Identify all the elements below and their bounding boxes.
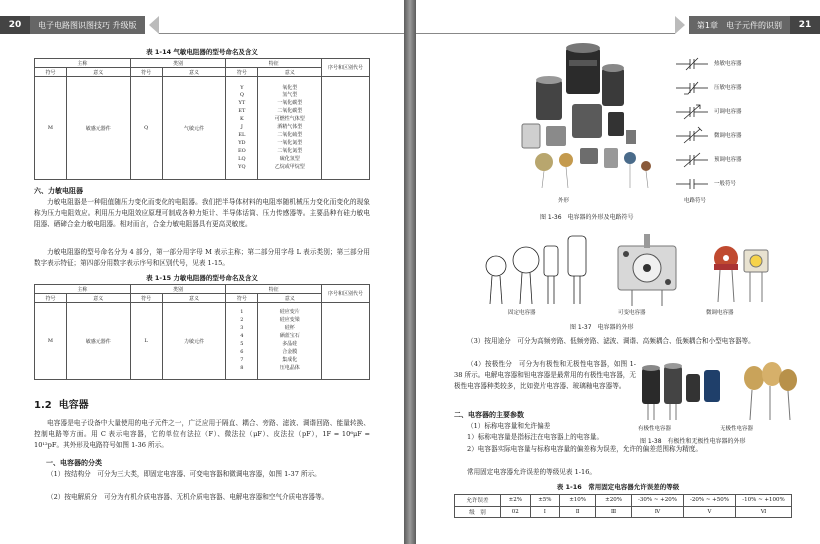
t16-r1-c2: ±5% — [530, 495, 560, 507]
table14 — [34, 58, 370, 180]
table14-caption: 表 1-14 气敏电阻器的型号命名及含义 — [146, 48, 258, 56]
t14-sh-1: 符号 — [35, 68, 67, 77]
t14-feature-meanings: 氧化型 氢气型 一氧化碳型 二氧化碳型 可燃性气体型 酒精气体型 二氧化硫型 一氧化氮型 二氧化氮型 硫化氢型 乙烷或甲烷型 — [258, 77, 322, 180]
right-page-number: 21 — [790, 16, 820, 34]
t14-class-meaning: 气敏元件 — [162, 77, 226, 180]
t14-main-symbol: M — [35, 77, 67, 180]
right-running-title: 第1章 电子元件的识别 — [689, 16, 790, 34]
t16-r1-c1: ±2% — [501, 495, 531, 507]
t14-sh-5: 符号 — [226, 68, 258, 77]
variable-capacitor-label: 可变电容器 — [618, 310, 646, 316]
variable-capacitor-photo — [612, 232, 682, 308]
polarity-paragraph: （4）按极性分 可分为有极性和无极性电容器，如图 1-38 所示。电解电容器和钽电容器是最常用的有极性电容器，无极性电容器种类较多，比如瓷片电容器、玻璃釉电容器等。 — [454, 360, 636, 390]
t14-sh-3: 符号 — [130, 68, 162, 77]
t14-h-main: 主称 — [35, 59, 131, 68]
capacitor-intro-paragraph: 电容器是电子设备中大量使用的电子元件之一，广泛应用于隔直、耦合、旁路、滤波、调谐回路、能量转换、控制电路等方面。用 C 表示电容器，它的单位有法拉（F）、微法拉（μF）、皮法拉（pF），1F = 10⁶μF = 10¹²pF。其外形及电路符号如图 1-36 所示。 — [34, 419, 370, 449]
deviation-paragraph: 2）电容器实际电容量与标称电容量的偏差称为误差，允许的偏差范围称为精度。 — [467, 445, 702, 453]
usage-paragraph: （3）按用途分 可分为高频旁路、低频旁路、滤波、调谐、高频耦合、低频耦合和小型电容器等。 — [467, 337, 755, 345]
classification-subheading: 一、电容器的分类 — [46, 459, 102, 467]
nonpolarized-capacitor-photo — [740, 360, 800, 422]
t16-r1-c6: -20% ~ +50% — [684, 495, 736, 507]
t15-sh-1: 符号 — [35, 294, 67, 303]
t15-sh-6: 意义 — [258, 294, 322, 303]
parameters-subheading: 二、电容器的主要参数 — [454, 411, 524, 419]
t15-sh-4: 意义 — [162, 294, 226, 303]
t15-sh-2: 意义 — [66, 294, 130, 303]
t16-r1-c7: -10% ~ +100% — [736, 495, 792, 507]
nonpolarized-capacitor-label: 无极性电容器 — [720, 426, 754, 432]
t16-r1-c5: -30% ~ +20% — [632, 495, 684, 507]
symbol-label-preset: 预调电容器 — [714, 157, 742, 163]
classification-structure-paragraph: （1）按结构分 可分为三大类，即固定电容器、可变电容器和微调电容器，如图 1-37 所示。 — [47, 470, 321, 478]
table16-caption: 表 1-16 常用固定电容器允许误差的等级 — [556, 483, 680, 491]
t16-r2-c4: Ⅲ — [596, 506, 632, 518]
tolerance-levels-paragraph: 常用固定电容器允许误差的等级见表 1-16。 — [467, 468, 597, 476]
t14-main-meaning: 敏感元器件 — [66, 77, 130, 180]
t14-h-feature: 特征 — [226, 59, 322, 68]
t14-feature-symbols: Y Q YT ET K J EL YD EO LQ YQ — [226, 77, 258, 180]
t15-sh-5: 符号 — [226, 294, 258, 303]
t16-row1-label: 允许误差 — [455, 495, 501, 507]
symbol-label-voltage: 压敏电容器 — [714, 85, 742, 91]
section6-title: 六、力敏电阻器 — [34, 187, 83, 195]
pressure-paragraph-2: 力敏电阻器的型号命名分为 4 部分，第一部分用字母 M 表示主称；第二部分用字母 L 表示类别；第三部分用数字表示特征；第四部分用数字表示序号和区别代号，见表 1-15。 — [34, 248, 370, 267]
table15 — [34, 284, 370, 380]
capacitor-symbols-column — [674, 56, 714, 194]
t16-r2-c7: Ⅵ — [736, 506, 792, 518]
t14-sh-6: 意义 — [258, 68, 322, 77]
t16-row2-label: 级 别 — [455, 506, 501, 518]
forward-arrow-icon — [675, 16, 685, 34]
classification-dielectric-paragraph: （2）按电解质分 可分为有机介质电容器、无机介质电容器、电解电容器和空气介质电容器等。 — [47, 493, 329, 501]
t16-r2-c6: Ⅴ — [684, 506, 736, 518]
fig37-caption: 图 1-37 电容器的外形 — [570, 324, 634, 331]
right-running-header — [416, 16, 820, 34]
left-running-title: 电子电路图识图技巧 升级版 — [30, 16, 145, 34]
tolerance-heading: （1）标称电容量和允许偏差 — [467, 422, 551, 430]
table16 — [454, 494, 792, 518]
t15-h-main: 主称 — [35, 285, 131, 294]
pressure-paragraph-1: 力敏电阻器是一种阻值随压力变化而变化的电阻器。我们把半导体材料的电阻率随机械压力变化而变化的现象称为压力电阻效应。利用压力电阻效应原理可制成各种力矩计、半导体话筒、压力传感器等。主要品种有硅力敏电阻器、硒碲合金力敏电阻器。相对而言，合金力敏电阻器具有更高灵敏度。 — [34, 198, 370, 228]
back-arrow-icon — [149, 16, 159, 34]
book-gutter — [404, 0, 416, 544]
section-title: 电容器 — [58, 400, 89, 411]
left-running-header — [0, 16, 404, 34]
fig38-caption: 图 1-38 有极性和无极性电容器的外形 — [640, 438, 746, 445]
t16-r2-c2: Ⅰ — [530, 506, 560, 518]
t15-h-class: 类别 — [130, 285, 226, 294]
section-1-2-heading — [34, 396, 89, 411]
fixed-capacitor-drawing — [482, 232, 592, 310]
symbol-label-general: 一般符号 — [714, 181, 737, 187]
t14-sh-2: 意义 — [66, 68, 130, 77]
capacitor-assortment-photo — [514, 40, 670, 192]
fixed-capacitor-label: 固定电容器 — [508, 310, 536, 316]
t14-h-class: 类别 — [130, 59, 226, 68]
fig36-symbol-label: 电路符号 — [684, 198, 707, 204]
left-page — [0, 0, 404, 544]
left-page-number: 20 — [0, 16, 30, 34]
t15-feature-symbols: 1 2 3 4 5 6 7 8 — [226, 303, 258, 380]
t16-r2-c3: Ⅱ — [560, 506, 596, 518]
polarized-capacitor-photo — [638, 360, 734, 422]
trimmer-capacitor-label: 微调电容器 — [706, 310, 734, 316]
trimmer-capacitor-photo — [696, 232, 776, 308]
polarized-capacitor-label: 有极性电容器 — [638, 426, 672, 432]
t16-r1-c4: ±20% — [596, 495, 632, 507]
t15-feature-meanings: 硅应变片 硅应变梁 硅杯 硒蓝宝石 多晶硅 合金膜 集成化 压电晶体 — [258, 303, 322, 380]
t15-main-meaning: 敏感元器件 — [66, 303, 130, 380]
t16-r2-c1: 02 — [501, 506, 531, 518]
t15-class-symbol: L — [130, 303, 162, 380]
fig36-outline-label: 外形 — [558, 198, 570, 204]
symbol-label-trimmer: 微调电容器 — [714, 133, 742, 139]
symbol-label-variable: 可调电容器 — [714, 109, 742, 115]
t15-serial-cell — [322, 303, 370, 380]
t16-r2-c5: Ⅳ — [632, 506, 684, 518]
table15-caption: 表 1-15 力敏电阻器的型号命名及含义 — [146, 274, 258, 282]
t14-h-serial: 序号和区别代号 — [322, 59, 370, 77]
nominal-capacitance-paragraph: 1）标称电容量是指标注在电容器上的电容量。 — [467, 433, 604, 441]
symbol-label-thermal: 热敏电容器 — [714, 61, 742, 67]
t15-h-feature: 特征 — [226, 285, 322, 294]
t14-class-symbol: Q — [130, 77, 162, 180]
t14-serial-cell — [322, 77, 370, 180]
t16-r1-c3: ±10% — [560, 495, 596, 507]
right-page — [416, 0, 820, 544]
t15-main-symbol: M — [35, 303, 67, 380]
t15-class-meaning: 力敏元件 — [162, 303, 226, 380]
t14-sh-4: 意义 — [162, 68, 226, 77]
section-number: 1.2 — [34, 400, 52, 411]
fig36-caption: 图 1-36 电容器的外形及电路符号 — [540, 214, 634, 221]
t15-h-serial: 序号和区别代号 — [322, 285, 370, 303]
t15-sh-3: 符号 — [130, 294, 162, 303]
